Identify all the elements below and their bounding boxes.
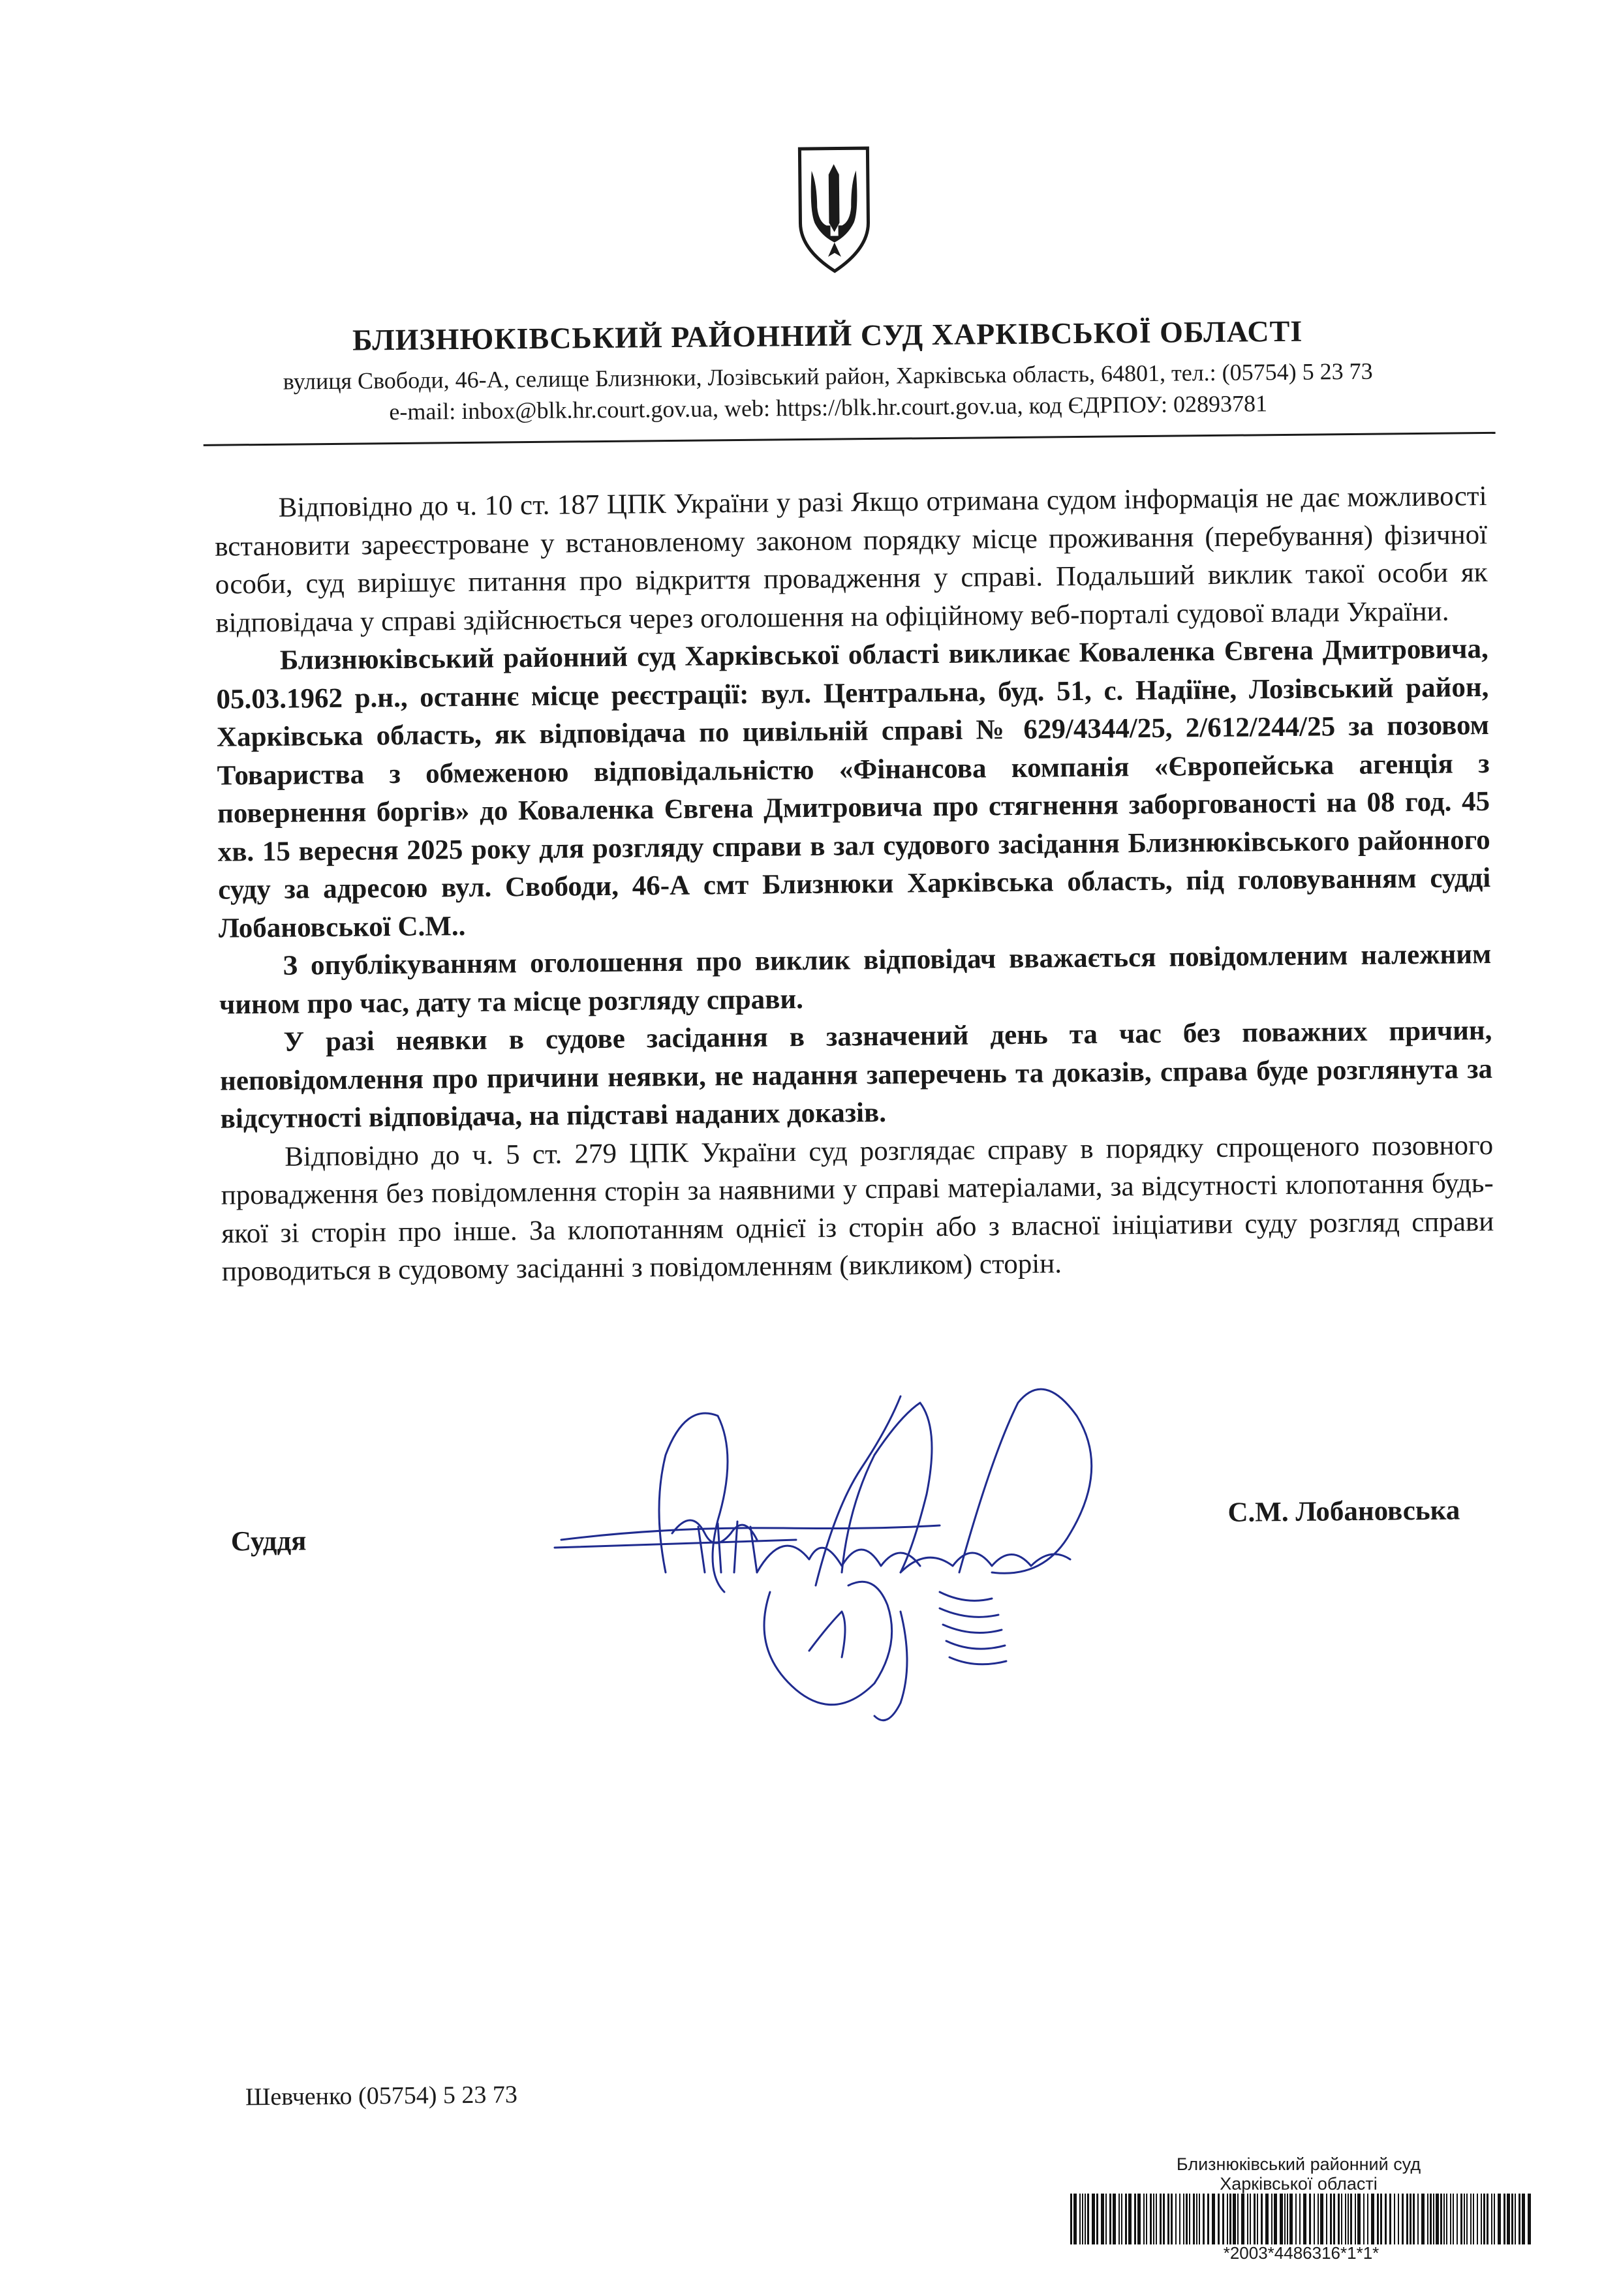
barcode-bar [1247,2194,1248,2244]
barcode-bar [1436,2194,1439,2244]
barcode-bar [1519,2194,1520,2244]
barcode-bar [1446,2194,1447,2244]
barcode-bar [1241,2194,1244,2244]
barcode-bar [1363,2194,1365,2244]
barcode-bar [1096,2194,1098,2244]
barcode-bar [1507,2194,1510,2244]
barcode-bar [1515,2194,1516,2244]
paragraph-simplified-procedure: Відповідно до ч. 5 ст. 279 ЦПК України суд розглядає справу в порядку спрощеного позовного провадження без повідомлення сторін за наявними у справі матеріалами, за відсутності клопотання будь-якої зі сторін про інше. За клопотанням однієї із сторін або з власної ініціативи суду розгляд справи проводиться в судовому засіданні з повідомленням (викликом) сторін. [221,1129,1494,1287]
judge-name: С.М. Лобановська [1227,1495,1460,1528]
barcode-bar [1105,2194,1107,2244]
barcode-bar [1389,2194,1391,2244]
barcode-bar [1175,2194,1177,2244]
barcode-bar [1333,2194,1335,2244]
barcode-bar [1473,2194,1474,2244]
barcode-bar [1250,2194,1251,2244]
barcode-bar [1330,2194,1332,2244]
barcode-bar [1433,2194,1434,2244]
barcode-bar [1398,2194,1399,2244]
barcode-bar [1348,2194,1349,2244]
barcode-bar [1466,2194,1468,2244]
barcode-bar [1199,2194,1200,2244]
barcode-bar [1528,2194,1531,2244]
barcode-bar [1299,2194,1301,2244]
court-contacts: e-mail: inbox@blk.hr.court.gov.ua, web: https://blk.hr.court.gov.ua, код ЄДРПОУ: 02893781 [389,390,1268,425]
barcode-bar [1186,2194,1188,2244]
court-address: вулиця Свободи, 46-А, селище Близнюки, Лозівський район, Харківська область, 64801, тел.: (05754) 5 23 73 [283,358,1373,395]
barcode-bar [1118,2194,1120,2244]
barcode-bar [1355,2194,1356,2244]
barcode-bar [1326,2194,1327,2244]
barcode-bar [1450,2194,1451,2244]
paragraph-summons: Близнюківський районний суд Харківської області викликає Коваленка Євгена Дмитровича, 05.03.1962 р.н., останнє місце реєстрації: вул. Центральна, буд. 51, с. Надіїне, Лозівський район, Харківська область, як відповідача по цивільній справі № 629/4344/25, 2/612/244/25 за позовом Товариства з обмеженою відповідальністю «Фінансова компанія «Європейська агенція з повернення боргів» до Коваленка Євгена Дмитровича про стягнення заборгованості на 08 год. 45 хв. 15 вересня 2025 року для розгляду справи в зал судового засідання Близнюківського районного суду за адресою вул. Свободи, 46-А смт Близнюки Харківська область, під головуванням судді Лобановської С.М.. [216,633,1491,944]
barcode-bar [1287,2194,1288,2244]
barcode-bar [1464,2194,1465,2244]
barcode-bar [1167,2194,1169,2244]
barcode-bar [1503,2194,1505,2244]
barcode-bar [1160,2194,1162,2244]
barcode-bar [1470,2194,1472,2244]
barcode-bar [1179,2194,1180,2244]
trident-emblem-icon [794,144,874,275]
barcode-bar [1113,2194,1116,2244]
barcode-bar [1421,2194,1425,2244]
barcode-bar [1153,2194,1154,2244]
barcode-bar [1261,2194,1263,2244]
barcode-bar [1203,2194,1205,2244]
barcode-bar [1427,2194,1428,2244]
barcode-bar [1237,2194,1239,2244]
barcode-bar [1087,2194,1089,2244]
barcode-bar [1402,2194,1404,2244]
barcode-bar [1443,2194,1445,2244]
barcode-bar [1274,2194,1277,2244]
barcode-bar [1487,2194,1488,2244]
barcode-bar [1457,2194,1458,2244]
barcode-bar [1380,2194,1382,2244]
barcode-bar [1134,2194,1136,2244]
barcode-bar [1227,2194,1228,2244]
header-divider [204,432,1496,446]
barcode-bar [1481,2194,1482,2244]
barcode-bar [1371,2194,1374,2244]
barcode-bar [1233,2194,1236,2244]
barcode-bar [1357,2194,1361,2244]
barcode-bar [1522,2194,1525,2244]
barcode-bar [1410,2194,1411,2244]
barcode-bar [1222,2194,1224,2244]
barcode-bar [1109,2194,1111,2244]
barcode-bar [1265,2194,1269,2244]
stamp-court-line-2: Харківської області [1220,2174,1378,2194]
barcode-bar [1498,2194,1501,2244]
barcode-bar [1280,2194,1283,2244]
barcode [1068,2194,1535,2244]
barcode-bar [1156,2194,1157,2244]
paragraph-publication-notice: З опублікуванням оголошення про виклик відповідач вважається повідомленим належним чином про час, дату та місце розгляду справи. [219,938,1492,1020]
barcode-bar [1350,2194,1352,2244]
barcode-bar [1257,2194,1258,2244]
barcode-bar [1377,2194,1379,2244]
barcode-bar [1121,2194,1122,2244]
barcode-bar [1143,2194,1145,2244]
barcode-bar [1073,2194,1077,2244]
barcode-bar [1082,2194,1083,2244]
barcode-bar [1218,2194,1220,2244]
barcode-bar [1146,2194,1147,2244]
barcode-bar [1385,2194,1387,2244]
barcode-bar [1460,2194,1462,2244]
barcode-bar [1320,2194,1323,2244]
judge-role-label: Суддя [230,1525,307,1557]
handwritten-signature [535,1377,1162,1742]
notice-body [214,478,1494,1291]
barcode-bar [1271,2194,1272,2244]
barcode-bar [1183,2194,1184,2244]
executor-contact: Шевченко (05754) 5 23 73 [245,2081,518,2111]
barcode-bar [1254,2194,1256,2244]
barcode-bar [1163,2194,1165,2244]
barcode-bar [1345,2194,1346,2244]
barcode-bar [1406,2194,1408,2244]
paragraph-legal-basis: Відповідно до ч. 10 ст. 187 ЦПК України у разі Якщо отримана судом інформація не дає можливості встановити зареєстроване у встановленому законом порядку місце проживання (перебування) фізичної особи, суд вирішує питання про відкриття провадження у справі. Подальший виклик такої особи як відповідача у справі здійснюється через оголошення на офіційному веб-порталі судової влади України. [214,480,1488,639]
barcode-bar [1341,2194,1342,2244]
court-name-heading: БЛИЗНЮКІВСЬКИЙ РАЙОННИЙ СУД ХАРКІВСЬКОЇ ОБЛАСТІ [352,314,1303,357]
barcode-bar [1092,2194,1095,2244]
barcode-bar [1125,2194,1127,2244]
stamp-court-line-1: Близнюківський районний суд [1176,2154,1421,2174]
barcode-bar [1494,2194,1495,2244]
barcode-bar [1309,2194,1311,2244]
barcode-bar [1229,2194,1231,2244]
barcode-bar [1171,2194,1173,2244]
barcode-bar [1295,2194,1297,2244]
court-stamp-label [1070,2154,1527,2194]
barcode-bar [1453,2194,1454,2244]
barcode-bar [1318,2194,1319,2244]
barcode-bar [1196,2194,1197,2244]
barcode-bar [1367,2194,1368,2244]
barcode-bar [1189,2194,1190,2244]
barcode-bar [1070,2194,1072,2244]
barcode-bar [1137,2194,1141,2244]
barcode-bar [1491,2194,1492,2244]
barcode-bar [1284,2194,1286,2244]
barcode-bar [1338,2194,1340,2244]
barcode-bar [1212,2194,1215,2244]
barcode-bar [1085,2194,1086,2244]
barcode-bar [1289,2194,1293,2244]
paragraph-absence-warning: У разі неявки в судове засідання в зазначений день та час без поважних причин, неповідомлення про причини неявки, не надання заперечень та доказів, справа буде розглянута за відсутності відповідача, на підставі наданих доказів. [219,1015,1493,1135]
barcode-bar [1079,2194,1081,2244]
barcode-bar [1193,2194,1195,2244]
barcode-bar [1483,2194,1485,2244]
barcode-bar [1314,2194,1315,2244]
barcode-bar [1150,2194,1152,2244]
barcode-bar [1440,2194,1442,2244]
barcode-bar [1207,2194,1209,2244]
barcode-bar [1128,2194,1132,2244]
barcode-bar [1413,2194,1415,2244]
barcode-bar [1394,2194,1395,2244]
barcode-number: *2003*4486316*1*1* [1223,2243,1380,2263]
barcode-bar [1477,2194,1478,2244]
barcode-bar [1417,2194,1419,2244]
barcode-bar [1511,2194,1513,2244]
barcode-bar [1303,2194,1306,2244]
barcode-bar [1430,2194,1432,2244]
barcode-bar [1101,2194,1104,2244]
